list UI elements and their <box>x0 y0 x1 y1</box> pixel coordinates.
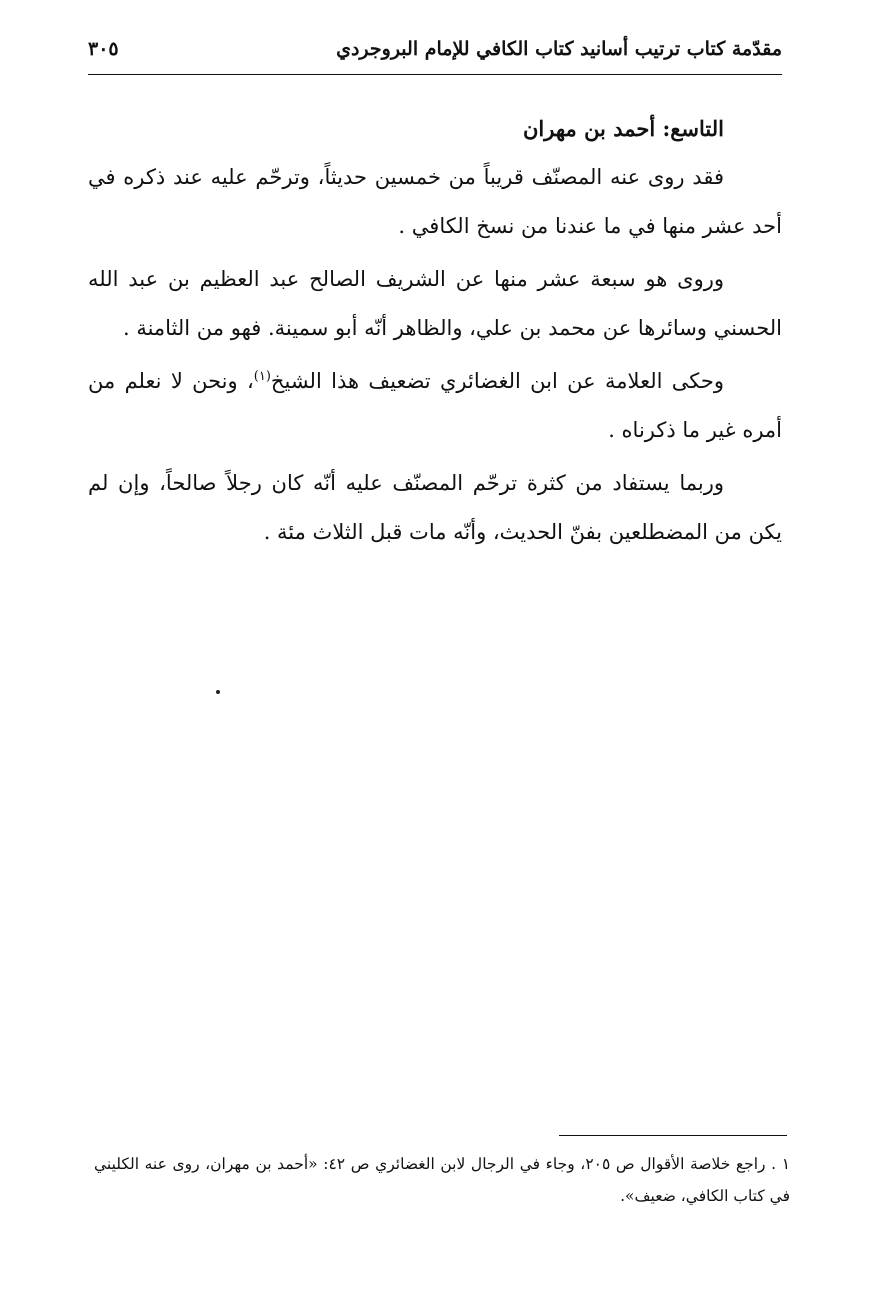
footnote-reference[interactable]: (١) <box>253 369 271 384</box>
footnote-rule <box>559 1135 787 1136</box>
paragraph-3-text-before: وحكى العلامة عن ابن الغضائري تضعيف هذا الشيخ <box>270 369 724 393</box>
scan-speck <box>216 690 220 694</box>
footnote-1: ١ . راجع خلاصة الأقوال ص ٢٠٥، وجاء في الرجال لابن الغضائري ص ٤٢: «أحمد بن مهران، روى عنه الكليني في كتاب الكافي، ضعيف». <box>94 1155 791 1205</box>
footnotes <box>94 1148 790 1212</box>
running-title: مقدّمة كتاب ترتيب أسانيد كتاب الكافي للإمام البروجردي <box>336 38 782 60</box>
paragraph-4: وربما يستفاد من كثرة ترحّم المصنّف عليه أنّه كان رجلاً صالحاً، وإن لم يكن من المضطلعين بفنّ الحديث، وأنّه مات قبل الثلاث مئة . <box>88 471 782 544</box>
page-number: ٣٠٥ <box>88 38 119 60</box>
main-body <box>88 104 782 561</box>
header-rule <box>88 74 782 75</box>
paragraph-3 <box>88 357 782 455</box>
paragraph-2: وروى هو سبعة عشر منها عن الشريف الصالح عبد العظيم بن عبد الله الحسني وسائرها عن محمد بن علي، والظاهر أنّه أبو سمينة. فهو من الثامنة . <box>88 267 782 340</box>
paragraph-3-text-after: ، ونحن لا نعلم من أمره غير ما ذكرناه . <box>88 369 782 442</box>
section-heading: التاسع: أحمد بن مهران <box>522 116 724 141</box>
page-header <box>88 32 782 74</box>
paragraph-1: فقد روى عنه المصنّف قريباً من خمسين حديثاً، وترحّم عليه عند ذكره في أحد عشر منها في ما عندنا من نسخ الكافي . <box>88 165 782 238</box>
